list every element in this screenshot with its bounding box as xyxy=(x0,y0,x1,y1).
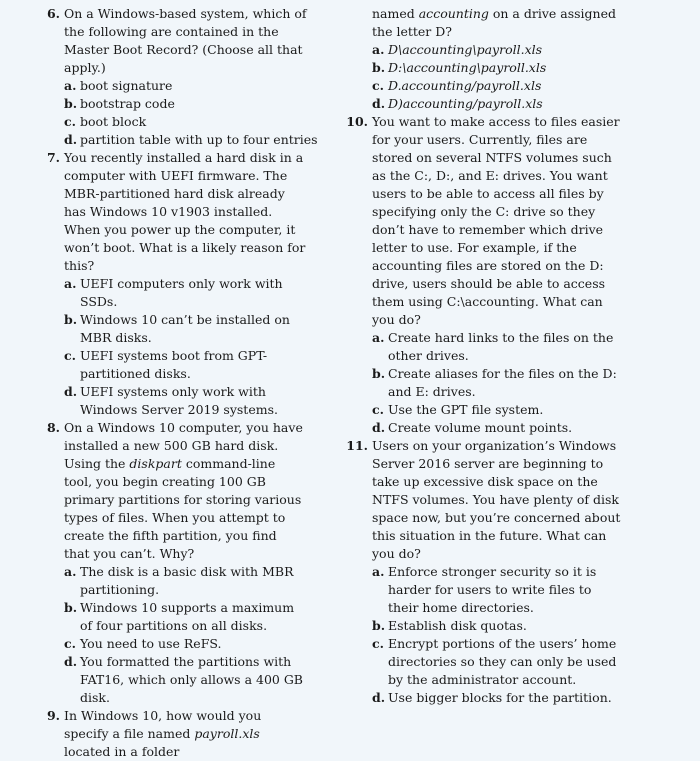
option: b. D:\accounting\payroll.xls xyxy=(372,60,547,75)
question-number: 7. xyxy=(46,150,60,165)
option: b. Establish disk quotas. xyxy=(372,618,527,633)
question-text: You want to make access to files easier for your users. Currently, files are stored on several NTFS volumes such as the C:, D:, and E: drives. You want users to be able to access all files by specifying only the C: drive so they don’t have to remember which drive letter to use. For example, if the accounting files are stored on the D: drive, users should be able to access them using C:\accounting. What can you do? xyxy=(372,114,620,327)
option: c. boot block xyxy=(64,114,147,129)
question-10 xyxy=(330,113,624,437)
option: a. D\accounting\payroll.xls xyxy=(372,42,543,57)
question-8 xyxy=(0,419,304,707)
option: a. boot signature xyxy=(64,78,173,93)
question-7 xyxy=(0,149,306,419)
question-9-continued xyxy=(330,5,622,113)
question-number: 11. xyxy=(346,438,368,453)
option: b. bootstrap code xyxy=(64,96,175,111)
option: d. Create volume mount points. xyxy=(372,420,573,435)
question-11 xyxy=(330,437,624,707)
option: a. UEFI computers only work with SSDs. xyxy=(64,276,283,309)
option: c. Use the GPT file system. xyxy=(372,402,544,417)
question-number: 10. xyxy=(346,114,368,129)
question-text: On a Windows 10 computer, you have installed a new 500 GB hard disk. Using the diskpart command-line tool, you begin creating 100 GB primary partitions for storing various types of files. When you attempt to create the fifth partition, you find that you can’t. Why? xyxy=(64,420,303,561)
question-text: You recently installed a hard disk in a computer with UEFI firmware. The MBR-partitioned hard disk already has Windows 10 v1903 installed. When you power up the computer, it won’t boot. What is a likely reason for this? xyxy=(64,150,306,273)
question-6 xyxy=(0,5,318,149)
option: b. Create aliases for the files on the D: and E: drives. xyxy=(372,366,617,399)
option: a. Enforce stronger security so it is harder for users to write files to their home directories. xyxy=(372,564,597,615)
question-text: Users on your organization’s Windows Server 2016 server are beginning to take up excessive disk space on the NTFS volumes. You have plenty of disk space now, but you’re concerned about this situation in the future. What can you do? xyxy=(372,438,621,561)
option: b. Windows 10 can’t be installed on MBR disks. xyxy=(64,312,290,345)
question-text: In Windows 10, how would you specify a file named payroll.xls located in a folder xyxy=(64,708,262,759)
left-column xyxy=(0,5,330,761)
option: c. UEFI systems boot from GPT-partitioned disks. xyxy=(64,348,268,381)
question-9 xyxy=(0,707,308,761)
option: c. You need to use ReFS. xyxy=(64,636,222,651)
option: d. partition table with up to four entries xyxy=(64,132,318,147)
option: d. Use bigger blocks for the partition. xyxy=(372,690,612,705)
option: b. Windows 10 supports a maximum of four partitions on all disks. xyxy=(64,600,295,633)
option: c. D.accounting/payroll.xls xyxy=(372,78,542,93)
question-text: named accounting on a drive assigned the letter D? xyxy=(372,6,616,39)
option: c. Encrypt portions of the users’ home directories so they can only be used by the administrator account. xyxy=(372,636,617,687)
option: a. Create hard links to the files on the other drives. xyxy=(372,330,614,363)
option: d. You formatted the partitions with FAT16, which only allows a 400 GB disk. xyxy=(64,654,303,705)
question-number: 9. xyxy=(46,708,60,723)
question-number: 8. xyxy=(46,420,60,435)
right-column xyxy=(330,5,700,707)
option: d. UEFI systems only work with Windows Server 2019 systems. xyxy=(64,384,278,417)
question-number: 6. xyxy=(46,6,60,21)
question-text: On a Windows-based system, which of the following are contained in the Master Boot Record? (Choose all that apply.) xyxy=(64,6,307,75)
option: d. D)accounting/payroll.xls xyxy=(372,96,543,111)
option: a. The disk is a basic disk with MBR partitioning. xyxy=(64,564,294,597)
